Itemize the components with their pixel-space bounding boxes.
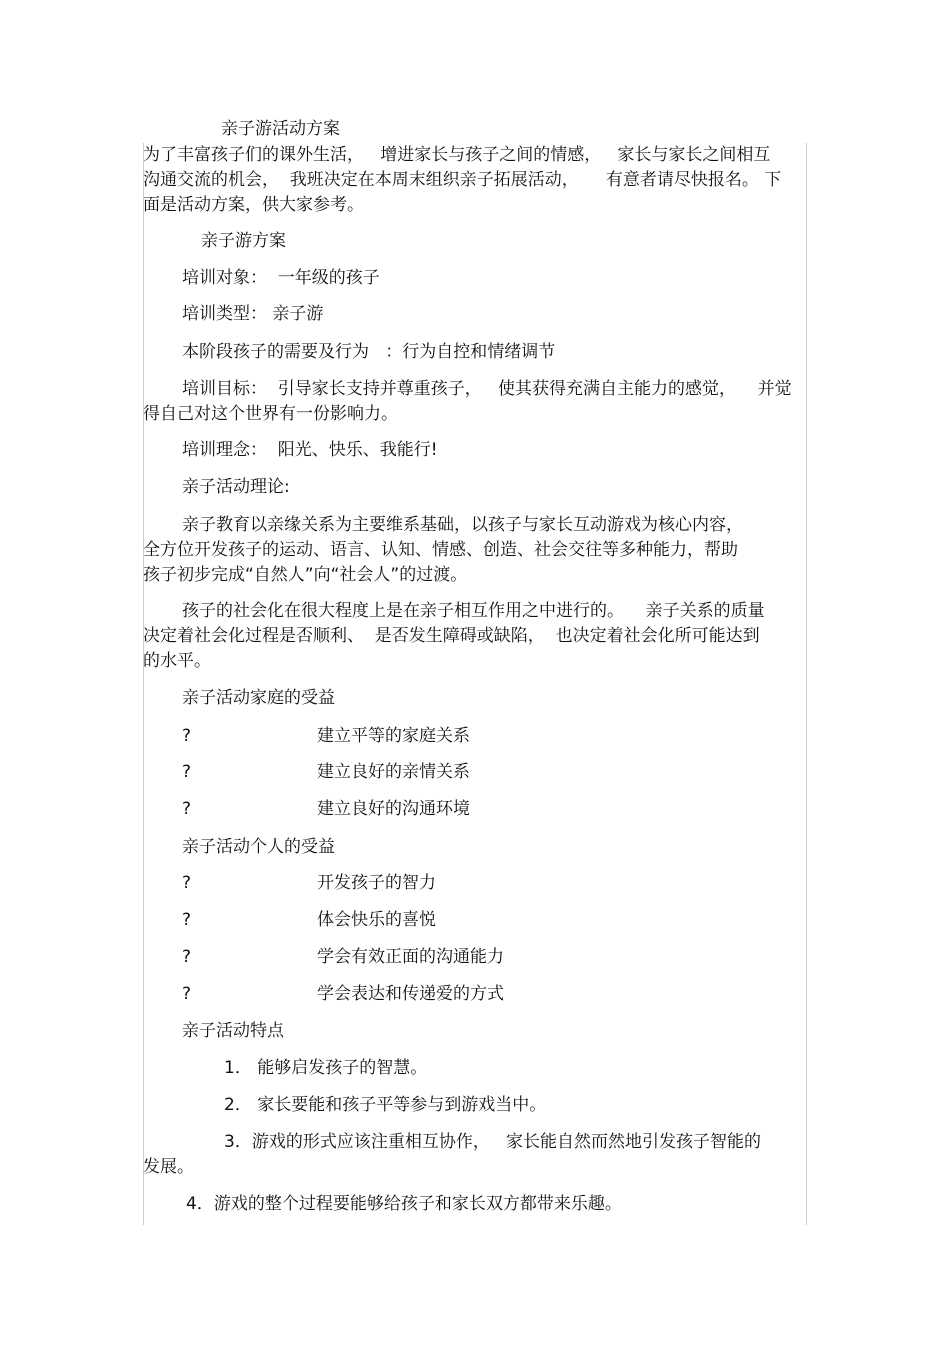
- personal-benefit-bullet-1: ?: [182, 873, 192, 893]
- theory-p1-line-3: 孩子初步完成“自然人”向“社会人”的过渡。: [143, 565, 468, 585]
- family-benefit-bullet-3: ?: [182, 799, 192, 819]
- personal-benefit-2: 体会快乐的喜悦: [317, 910, 436, 930]
- theory-p1-line-1: 亲子教育以亲缘关系为主要维系基础，以孩子与家长互动游戏为核心内容，: [182, 515, 743, 535]
- family-benefit-2: 建立良好的亲情关系: [317, 762, 470, 782]
- theory-p2-line-1: 孩子的社会化在很大程度上是在亲子相互作用之中进行的。 亲子关系的质量: [182, 601, 765, 621]
- feature-3-line-1: 3．游戏的形式应该注重相互协作， 家长能自然而然地引发孩子智能的: [224, 1132, 762, 1152]
- personal-benefit-bullet-4: ?: [182, 984, 192, 1004]
- personal-benefit-4: 学会表达和传递爱的方式: [317, 984, 504, 1004]
- training-type: 培训类型： 亲子游: [182, 304, 324, 324]
- training-philosophy: 培训理念： 阳光、快乐、我能行!: [182, 440, 438, 460]
- training-goal-line-2: 得自己对这个世界有一份影响力。: [143, 404, 398, 424]
- feature-3-line-2: 发展。: [143, 1157, 194, 1177]
- theory-p2-line-2: 决定着社会化过程是否顺利、 是否发生障碍或缺陷， 也决定着社会化所可能达到: [143, 626, 760, 646]
- feature-2: 2． 家长要能和孩子平等参与到游戏当中。: [224, 1095, 547, 1115]
- theory-p2-line-3: 的水平。: [143, 651, 211, 671]
- family-benefit-bullet-2: ?: [182, 762, 192, 782]
- personal-benefit-3: 学会有效正面的沟通能力: [317, 947, 504, 967]
- theory-heading: 亲子活动理论:: [182, 477, 290, 497]
- training-goal-line-1: 培训目标： 引导家长支持并尊重孩子， 使其获得充满自主能力的感觉， 并觉: [182, 379, 792, 399]
- intro-line-1: 为了丰富孩子们的课外生活， 增进家长与孩子之间的情感， 家长与家长之间相互: [143, 145, 771, 165]
- left-border-line: [143, 143, 144, 1225]
- plan-heading: 亲子游方案: [201, 231, 286, 251]
- personal-benefits-heading: 亲子活动个人的受益: [182, 837, 335, 857]
- stage-needs: 本阶段孩子的需要及行为 ：行为自控和情绪调节: [182, 342, 556, 362]
- training-target: 培训对象： 一年级的孩子: [182, 268, 380, 288]
- feature-4: 4．游戏的整个过程要能够给孩子和家长双方都带来乐趣。: [186, 1194, 622, 1214]
- personal-benefit-bullet-3: ?: [182, 947, 192, 967]
- feature-1: 1． 能够启发孩子的智慧。: [224, 1058, 428, 1078]
- theory-p1-line-2: 全方位开发孩子的运动、语言、认知、情感、创造、社会交往等多种能力，帮助: [143, 540, 738, 560]
- right-border-line: [806, 143, 807, 1225]
- document-title: 亲子游活动方案: [221, 119, 340, 139]
- intro-line-3: 面是活动方案，供大家参考。: [143, 195, 364, 215]
- family-benefit-3: 建立良好的沟通环境: [317, 799, 470, 819]
- personal-benefit-1: 开发孩子的智力: [317, 873, 436, 893]
- family-benefit-bullet-1: ?: [182, 726, 192, 746]
- family-benefits-heading: 亲子活动家庭的受益: [182, 688, 335, 708]
- personal-benefit-bullet-2: ?: [182, 910, 192, 930]
- family-benefit-1: 建立平等的家庭关系: [317, 726, 470, 746]
- intro-line-2: 沟通交流的机会， 我班决定在本周末组织亲子拓展活动， 有意者请尽快报名。 下: [143, 170, 782, 190]
- features-heading: 亲子活动特点: [182, 1021, 284, 1041]
